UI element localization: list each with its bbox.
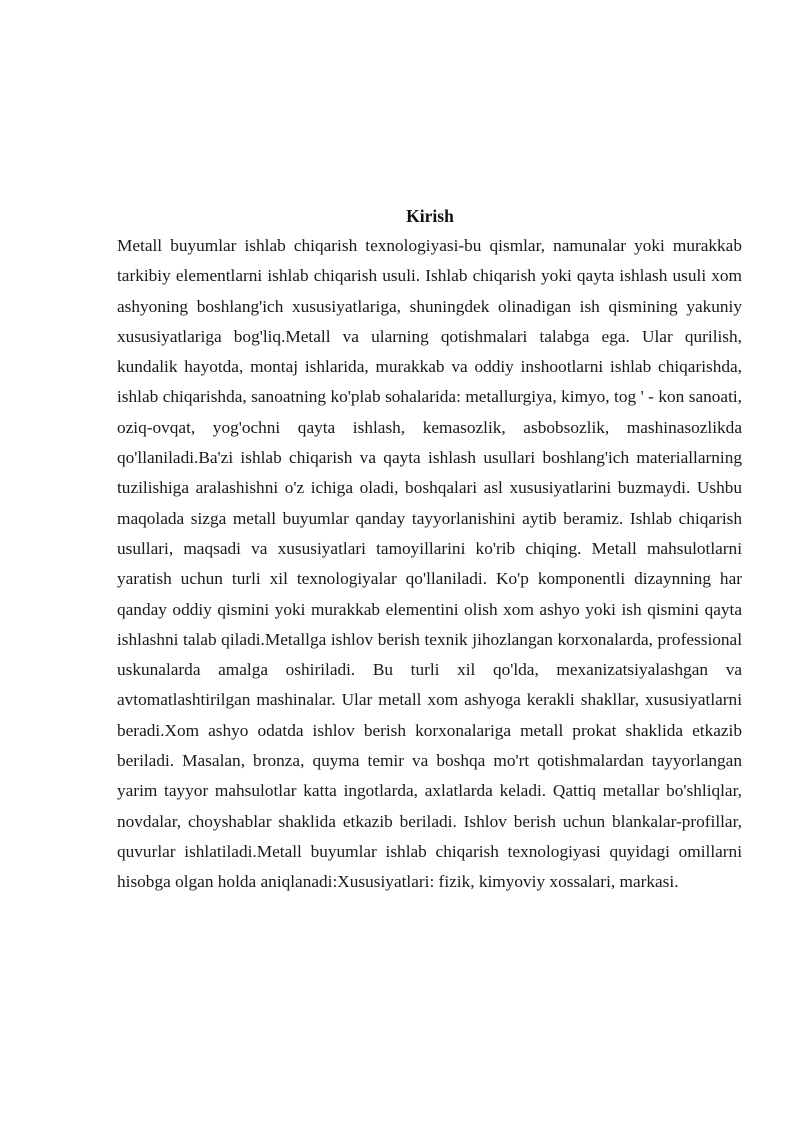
section-heading: Kirish [406,206,454,226]
body-paragraph: Metall buyumlar ishlab chiqarish texnologiyasi-bu qismlar, namunalar yoki murakkab tarkibiy elementlarni ishlab chiqarish usuli. Ishlab chiqarish yoki qayta ishlash usuli xom ashyoning boshlang'ich xususiyatlariga, shuningdek olinadigan ish qismining yakuniy xususiyatlariga bog'liq.Metall va ularning qotishmalari talabga ega. Ular qurilish, kundalik hayotda, montaj ishlarida, murakkab va oddiy inshootlarni ishlab chiqarishda, ishlab chiqarishda, sanoatning ko'plab sohalarida: metallurgiya, kimyo, tog ' - kon sanoati, oziq-ovqat, yog'ochni qayta ishlash, kemasozlik, asbobsozlik, mashinasozlikda qo'llaniladi.Ba'zi ishlab chiqarish va qayta ishlash usullari boshlang'ich materiallarning tuzilishiga aralashishni o'z ichiga oladi, boshqalari asl xususiyatlarini buzmaydi. Ushbu maqolada sizga metall buyumlar qanday tayyorlanishini aytib beramiz. Ishlab chiqarish usullari, maqsadi va xususiyatlari tamoyillarini ko'rib chiqing. Metall mahsulotlarni yaratish uchun turli xil texnologiyalar qo'llaniladi. Ko'p komponentli dizaynning har qanday oddiy qismini yoki murakkab elementini olish xom ashyo yoki ish qismini qayta ishlashni talab qiladi.Metallga ishlov berish texnik jihozlangan korxonalarda, professional uskunalarda amalga oshiriladi. Bu turli xil qo'lda, mexanizatsiyalashgan va avtomatlashtirilgan mashinalar. Ular metall xom ashyoga kerakli shakllar, xususiyatlarni beradi.Xom ashyo odatda ishlov berish korxonalariga metall prokat shaklida etkazib beriladi. Masalan, bronza, quyma temir va boshqa mo'rt qotishmalardan tayyorlangan yarim tayyor mahsulotlar katta ingotlarda, axlatlarda keladi. Qattiq metallar bo'shliqlar, novdalar, choyshablar shaklida etkazib beriladi. Ishlov berish uchun blankalar-profillar, quvurlar ishlatiladi.Metall buyumlar ishlab chiqarish texnologiyasi quyidagi omillarni hisobga olgan holda aniqlanadi:Xususiyatlari: fizik, kimyoviy xossalari, markasi. [117,236,742,892]
